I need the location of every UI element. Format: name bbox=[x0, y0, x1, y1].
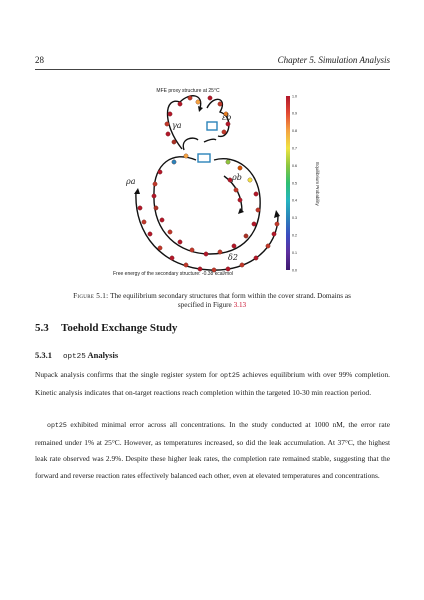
nucleotide-dot bbox=[184, 263, 188, 267]
subsection-title: Analysis bbox=[85, 350, 119, 360]
nucleotide-dot bbox=[154, 206, 158, 210]
nucleotide-dot bbox=[254, 256, 258, 260]
nucleotide-dot bbox=[148, 232, 152, 236]
nucleotide-dot bbox=[160, 218, 164, 222]
nucleotide-dot bbox=[256, 208, 260, 212]
subsection-number: 5.3.1 bbox=[35, 350, 52, 360]
nucleotide-dot bbox=[275, 222, 279, 226]
label-rho-a: ρa bbox=[126, 177, 136, 186]
colorbar-tick: 0.2 bbox=[292, 233, 297, 238]
label-rho-b: ρb bbox=[232, 173, 242, 182]
paragraph-2-code: opt25 bbox=[47, 422, 67, 429]
colorbar-tick: 0.3 bbox=[292, 216, 297, 221]
nucleotide-dot bbox=[188, 96, 192, 100]
stem-pairs bbox=[198, 122, 217, 162]
colorbar-tick: 1.0 bbox=[292, 94, 297, 99]
nucleotide-dot bbox=[232, 244, 236, 248]
nucleotide-dot bbox=[266, 244, 270, 248]
nucleotide-dot bbox=[204, 252, 208, 256]
nucleotide-dot bbox=[138, 206, 142, 210]
colorbar-tick: 0.4 bbox=[292, 198, 297, 203]
nucleotide-dot bbox=[166, 132, 170, 136]
paragraph-1 bbox=[35, 367, 390, 401]
nucleotide-dot bbox=[152, 194, 156, 198]
page-number: 28 bbox=[35, 55, 44, 65]
nucleotide-dot bbox=[218, 250, 222, 254]
nucleotide-dot bbox=[168, 112, 172, 116]
nucleotide-dot bbox=[178, 240, 182, 244]
subsection-heading bbox=[35, 350, 118, 361]
colorbar-tick: 0.7 bbox=[292, 146, 297, 151]
section-number: 5.3 bbox=[35, 322, 49, 334]
nucleotide-dot bbox=[153, 182, 157, 186]
colorbar-tick: 0.9 bbox=[292, 111, 297, 116]
section-title: Toehold Exchange Study bbox=[61, 322, 178, 334]
nucleotide-dot bbox=[226, 160, 230, 164]
nucleotide-dot bbox=[272, 232, 276, 236]
subsection-code: opt25 bbox=[63, 353, 86, 361]
colorbar-gradient bbox=[286, 96, 290, 270]
nucleotide-dot bbox=[240, 263, 244, 267]
colorbar-tick: 0.5 bbox=[292, 181, 297, 186]
paragraph-1-text-b: achieves equilibrium with over 99% completion. Kinetic analysis indicates that on-target reactions reach completion within the targeted 10-30 min reaction period. bbox=[35, 370, 390, 397]
nucleotide-dot bbox=[158, 246, 162, 250]
nucleotide-dot bbox=[234, 188, 238, 192]
label-epsilon-b: εb bbox=[222, 113, 232, 122]
colorbar-label: Equilibrium Probability bbox=[315, 162, 320, 206]
colorbar bbox=[286, 94, 297, 272]
figure-reference-link[interactable]: 3.13 bbox=[233, 301, 247, 310]
paragraph-1-code: opt25 bbox=[220, 372, 240, 379]
figure-caption bbox=[62, 292, 362, 310]
colorbar-tick: 0.6 bbox=[292, 163, 297, 168]
running-header: Chapter 5. Simulation Analysis bbox=[277, 55, 390, 65]
nucleotide-dot bbox=[158, 170, 162, 174]
figure-title: MFE proxy structure at 25°C bbox=[156, 88, 220, 94]
nucleotide-dot bbox=[244, 234, 248, 238]
label-gamma-a: γa bbox=[172, 121, 182, 130]
nucleotide-dot bbox=[172, 160, 176, 164]
nucleotide-dot bbox=[226, 122, 230, 126]
nucleotide-dot bbox=[238, 166, 242, 170]
nucleotide-dot bbox=[142, 220, 146, 224]
nucleotide-dot bbox=[196, 100, 200, 104]
caption-text: The equilibrium secondary structures that form within the cover strand. Domains as specified in Figure bbox=[108, 292, 351, 310]
nucleotide-dot bbox=[178, 102, 182, 106]
nucleotide-dot bbox=[170, 256, 174, 260]
paragraph-2 bbox=[35, 417, 390, 484]
colorbar-tick: 0.8 bbox=[292, 129, 297, 134]
nucleotide-dot bbox=[252, 222, 256, 226]
colorbar-tick: 0.0 bbox=[292, 268, 297, 273]
paragraph-2-text: exhibited minimal error across all concentrations. In the study conducted at 1000 nM, the error rate remained under 1% at 25°C. However, as temperatures increased, so did the leak accumulation. At 37°C, the highest leak rate observed was 2.9%. Despite these higher leak rates, the completion rate remained stable, suggesting that the forward and reverse reaction rates effectively balanced each other, even at elevated temperatures and concentrations. bbox=[35, 420, 390, 480]
secondary-structure-figure bbox=[110, 84, 330, 280]
caption-label: Figure 5.1: bbox=[73, 292, 109, 300]
nucleotide-dot bbox=[238, 198, 242, 202]
label-delta-2: δ2 bbox=[228, 253, 238, 262]
figure-energy-note: Free energy of the secondary structure: -0.38 kcal/mol bbox=[113, 271, 234, 277]
colorbar-tick: 0.1 bbox=[292, 250, 297, 255]
nucleotide-dot bbox=[208, 96, 212, 100]
nucleotide-dot bbox=[248, 178, 252, 182]
nucleotide-dot bbox=[254, 192, 258, 196]
nucleotide-dot bbox=[168, 230, 172, 234]
header-rule bbox=[35, 69, 390, 70]
section-heading bbox=[35, 322, 177, 334]
paragraph-1-text-a: Nupack analysis confirms that the single register system for bbox=[35, 370, 221, 379]
nucleotide-dot bbox=[222, 130, 226, 134]
nucleotide-dot bbox=[172, 140, 176, 144]
nucleotide-dot bbox=[218, 102, 222, 106]
nucleotide-dot bbox=[190, 248, 194, 252]
nucleotide-dot bbox=[184, 154, 188, 158]
nucleotide-dot bbox=[165, 122, 169, 126]
